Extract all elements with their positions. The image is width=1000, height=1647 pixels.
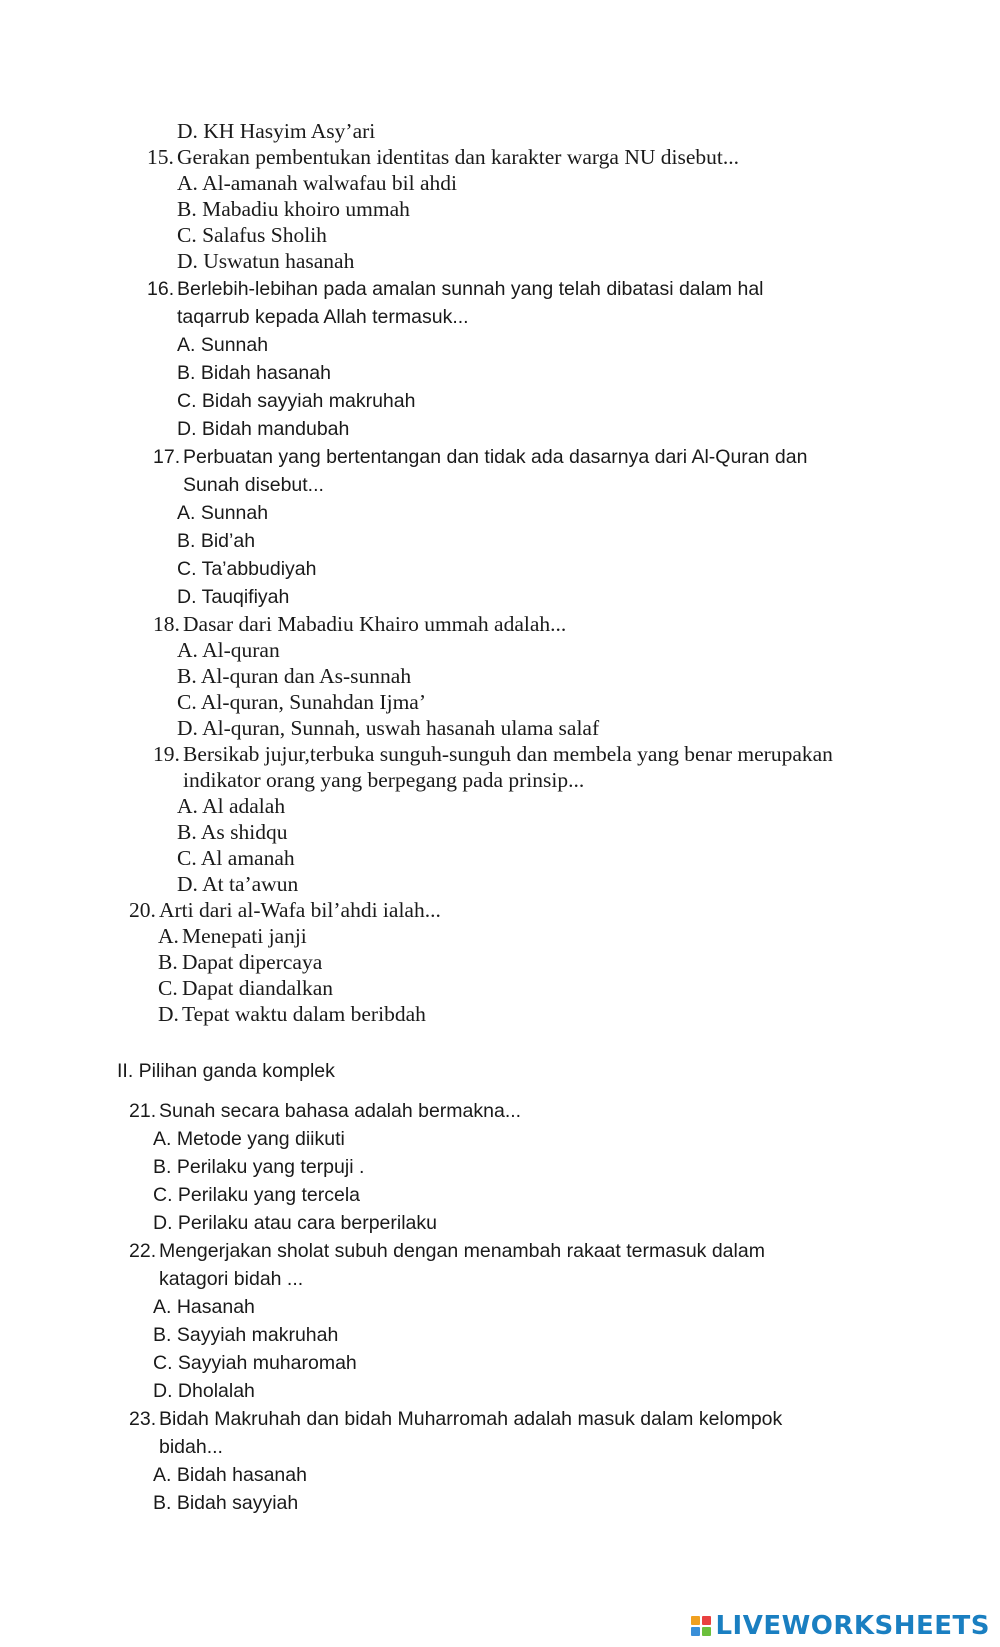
- q21-question: [129, 1102, 521, 1122]
- q18-option-b: B. Al-quran dan As-sunnah: [177, 664, 412, 688]
- q19-option-a: A. Al adalah: [177, 794, 286, 818]
- q19-number: 19.: [153, 742, 180, 766]
- q19-text-line1: Bersikab jujur,terbuka sunguh-sunguh dan membela yang benar merupakan: [183, 742, 833, 766]
- q20-question: [129, 900, 441, 922]
- q22-option-c: C. Sayyiah muharomah: [153, 1352, 357, 1374]
- q15-option-d: D. Uswatun hasanah: [177, 249, 355, 273]
- q16-option-d: D. Bidah mandubah: [177, 418, 350, 440]
- q21-option-d: D. Perilaku atau cara berperilaku: [153, 1212, 437, 1234]
- q16-option-b: B. Bidah hasanah: [177, 362, 331, 384]
- q16-number: 16.: [147, 278, 175, 300]
- q16-option-c: C. Bidah sayyiah makruhah: [177, 390, 416, 412]
- q20-option-b-text: Dapat dipercaya: [182, 950, 323, 974]
- q20-option-d-text: Tepat waktu dalam beribdah: [182, 1002, 426, 1026]
- q15-question: [147, 147, 739, 169]
- section-2-heading: II. Pilihan ganda komplek: [117, 1060, 335, 1082]
- liveworksheets-watermark: [691, 1611, 990, 1641]
- q17-option-d: D. Tauqifiyah: [177, 586, 290, 608]
- q21-option-c: C. Perilaku yang tercela: [153, 1184, 361, 1206]
- q23-option-a: A. Bidah hasanah: [153, 1464, 307, 1486]
- q18-question: [153, 614, 566, 636]
- q17-option-b: B. Bid’ah: [177, 530, 256, 552]
- q22-text-line1: Mengerjakan sholat subuh dengan menambah rakaat termasuk dalam: [159, 1240, 765, 1262]
- q17-number: 17.: [153, 446, 181, 468]
- q23-option-b: B. Bidah sayyiah: [153, 1492, 299, 1514]
- q21-option-a: A. Metode yang diikuti: [153, 1128, 345, 1150]
- q21-text: Sunah secara bahasa adalah bermakna...: [159, 1100, 522, 1122]
- q16-text-line2: taqarrub kepada Allah termasuk...: [177, 306, 469, 328]
- q19-option-c: C. Al amanah: [177, 846, 295, 870]
- q19-option-b: B. As shidqu: [177, 820, 288, 844]
- q20-text: Arti dari al-Wafa bil’ahdi ialah...: [159, 898, 441, 922]
- q23-number: 23.: [129, 1408, 157, 1430]
- liveworksheets-logo-icon: [691, 1616, 711, 1636]
- q15-number: 15.: [147, 145, 174, 169]
- q15-option-c: C. Salafus Sholih: [177, 223, 327, 247]
- q20-option-a-letter: A.: [158, 924, 179, 948]
- q20-option-a: [158, 926, 307, 948]
- q22-option-a: A. Hasanah: [153, 1296, 255, 1318]
- q21-option-b: B. Perilaku yang terpuji .: [153, 1156, 365, 1178]
- q18-text: Dasar dari Mabadiu Khairo ummah adalah...: [183, 612, 567, 636]
- q22-option-b: B. Sayyiah makruhah: [153, 1324, 339, 1346]
- q16-question: [147, 280, 764, 300]
- q18-option-d: D. Al-quran, Sunnah, uswah hasanah ulama salaf: [177, 716, 600, 740]
- q17-option-a: A. Sunnah: [177, 502, 269, 524]
- q20-option-c-letter: C.: [158, 976, 178, 1000]
- q15-text: Gerakan pembentukan identitas dan karakter warga NU disebut...: [177, 145, 739, 169]
- q20-option-a-text: Menepati janji: [182, 924, 307, 948]
- q16-text-line1: Berlebih-lebihan pada amalan sunnah yang telah dibatasi dalam hal: [177, 278, 764, 300]
- q19-text-line2: indikator orang yang berpegang pada prinsip...: [183, 768, 585, 792]
- q17-option-c: C. Ta’abbudiyah: [177, 558, 317, 580]
- q17-text-line2: Sunah disebut...: [183, 474, 324, 496]
- watermark-text: LIVEWORKSHEETS: [715, 1611, 990, 1641]
- q18-option-c: C. Al-quran, Sunahdan Ijma’: [177, 690, 426, 714]
- q14-option-d: D. KH Hasyim Asy’ari: [177, 119, 376, 143]
- q20-number: 20.: [129, 898, 156, 922]
- q21-number: 21.: [129, 1100, 157, 1122]
- q20-option-b-letter: B.: [158, 950, 178, 974]
- q18-option-a: A. Al-quran: [177, 638, 280, 662]
- q18-number: 18.: [153, 612, 180, 636]
- q15-option-b: B. Mabadiu khoiro ummah: [177, 197, 410, 221]
- q22-text-line2: katagori bidah ...: [159, 1268, 304, 1290]
- q22-question: [129, 1242, 765, 1262]
- q22-option-d: D. Dholalah: [153, 1380, 255, 1402]
- q17-question: [153, 448, 807, 468]
- q20-option-c-text: Dapat diandalkan: [182, 976, 334, 1000]
- q23-text-line2: bidah...: [159, 1436, 223, 1458]
- q17-text-line1: Perbuatan yang bertentangan dan tidak ada dasarnya dari Al-Quran dan: [183, 446, 808, 468]
- q20-option-d-letter: D.: [158, 1002, 179, 1026]
- q15-option-a: A. Al-amanah walwafau bil ahdi: [177, 171, 458, 195]
- q19-question: [153, 744, 833, 766]
- q23-text-line1: Bidah Makruhah dan bidah Muharromah adalah masuk dalam kelompok: [159, 1408, 783, 1430]
- q20-option-b: [158, 952, 322, 974]
- q20-option-c: [158, 978, 333, 1000]
- q19-option-d: D. At ta’awun: [177, 872, 299, 896]
- q16-option-a: A. Sunnah: [177, 334, 269, 356]
- q20-option-d: [158, 1004, 426, 1026]
- q22-number: 22.: [129, 1240, 157, 1262]
- q23-question: [129, 1410, 782, 1430]
